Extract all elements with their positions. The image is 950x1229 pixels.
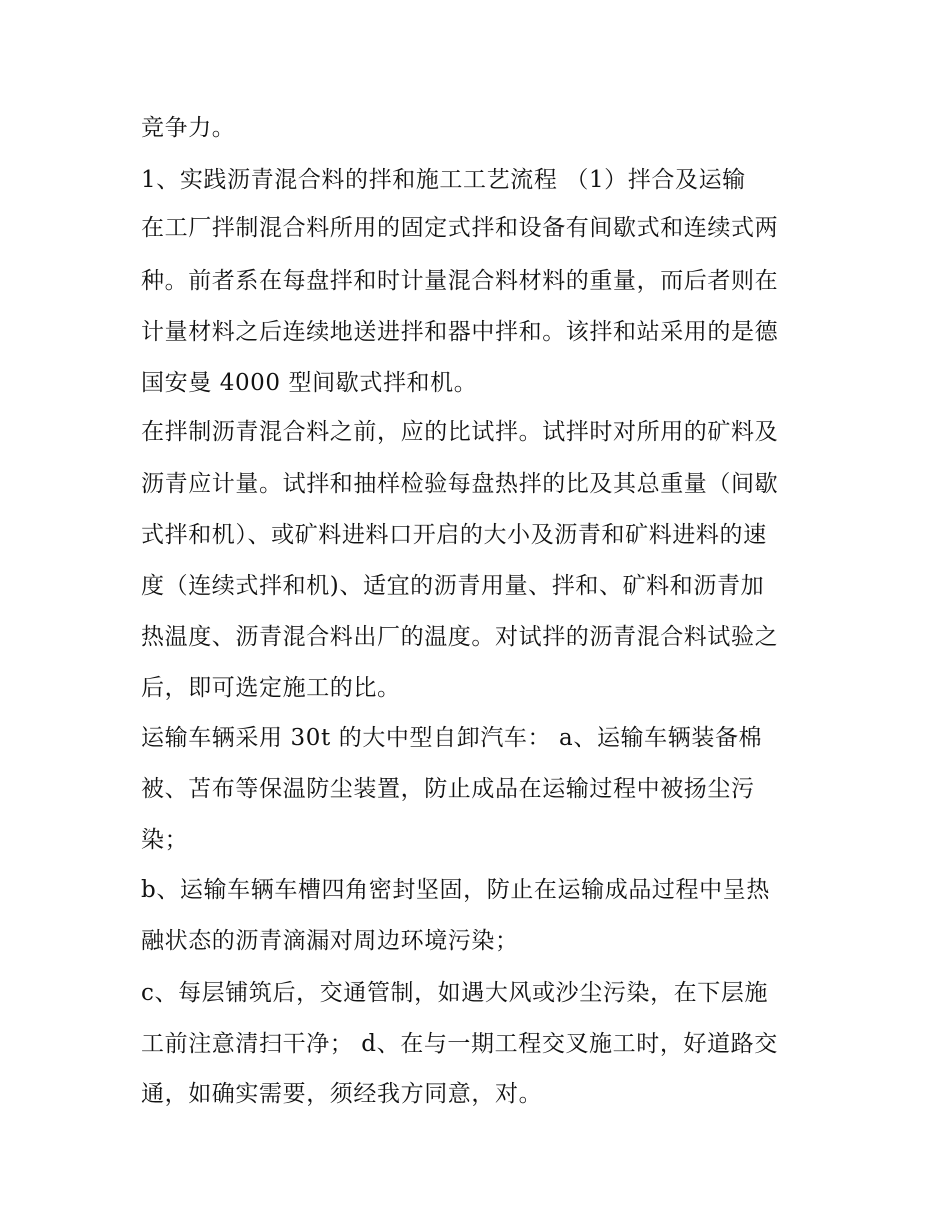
- text-line: 被、苫布等保温防尘装置，防止成品在运输过程中被扬尘污: [141, 776, 755, 802]
- text-line: b、运输车辆车槽四角密封坚固，防止在运输成品过程中呈热: [141, 877, 770, 903]
- text-line: 沥青应计量。试拌和抽样检验每盘热拌的比及其总重量（间歇: [141, 471, 779, 497]
- text-line: 后，即可选定施工的比。: [141, 675, 401, 701]
- text-line: 种。前者系在每盘拌和时计量混合料材料的重量，而后者则在: [141, 268, 779, 294]
- text-line: 竞争力。: [141, 115, 236, 141]
- text-line: 热温度、沥青混合料出厂的温度。对试拌的沥青混合料试验之: [141, 624, 779, 650]
- text-line: 通，如确实需要，须经我方同意，对。: [141, 1081, 543, 1107]
- text-line: c、每层铺筑后，交通管制，如遇大风或沙尘污染，在下层施: [141, 980, 769, 1006]
- text-line: 计量材料之后连续地送进拌和器中拌和。该拌和站采用的是德: [141, 319, 779, 345]
- text-line: 运输车辆采用 30t 的大中型自卸汽车： a、运输车辆装备棉: [141, 725, 763, 751]
- text-line: 度（连续式拌和机)、适宜的沥青用量、拌和、矿料和沥青加: [141, 573, 765, 599]
- text-line: 国安曼 4000 型间歇式拌和机。: [141, 370, 478, 396]
- text-line: 融状态的沥青滴漏对周边环境污染；: [141, 928, 519, 954]
- text-line: 染；: [141, 827, 189, 853]
- text-line: 在拌制沥青混合料之前，应的比试拌。试拌时对所用的矿料及: [141, 419, 779, 445]
- text-line: 工前注意清扫干净； d、在与一期工程交叉施工时，好道路交: [141, 1031, 778, 1057]
- text-line: 在工厂拌制混合料所用的固定式拌和设备有间歇式和连续式两: [141, 215, 779, 241]
- text-line: 式拌和机）、或矿料进料口开启的大小及沥青和矿料进料的速: [141, 522, 767, 548]
- text-line: 1、实践沥青混合料的拌和施工工艺流程 （1）拌合及运输: [141, 167, 746, 193]
